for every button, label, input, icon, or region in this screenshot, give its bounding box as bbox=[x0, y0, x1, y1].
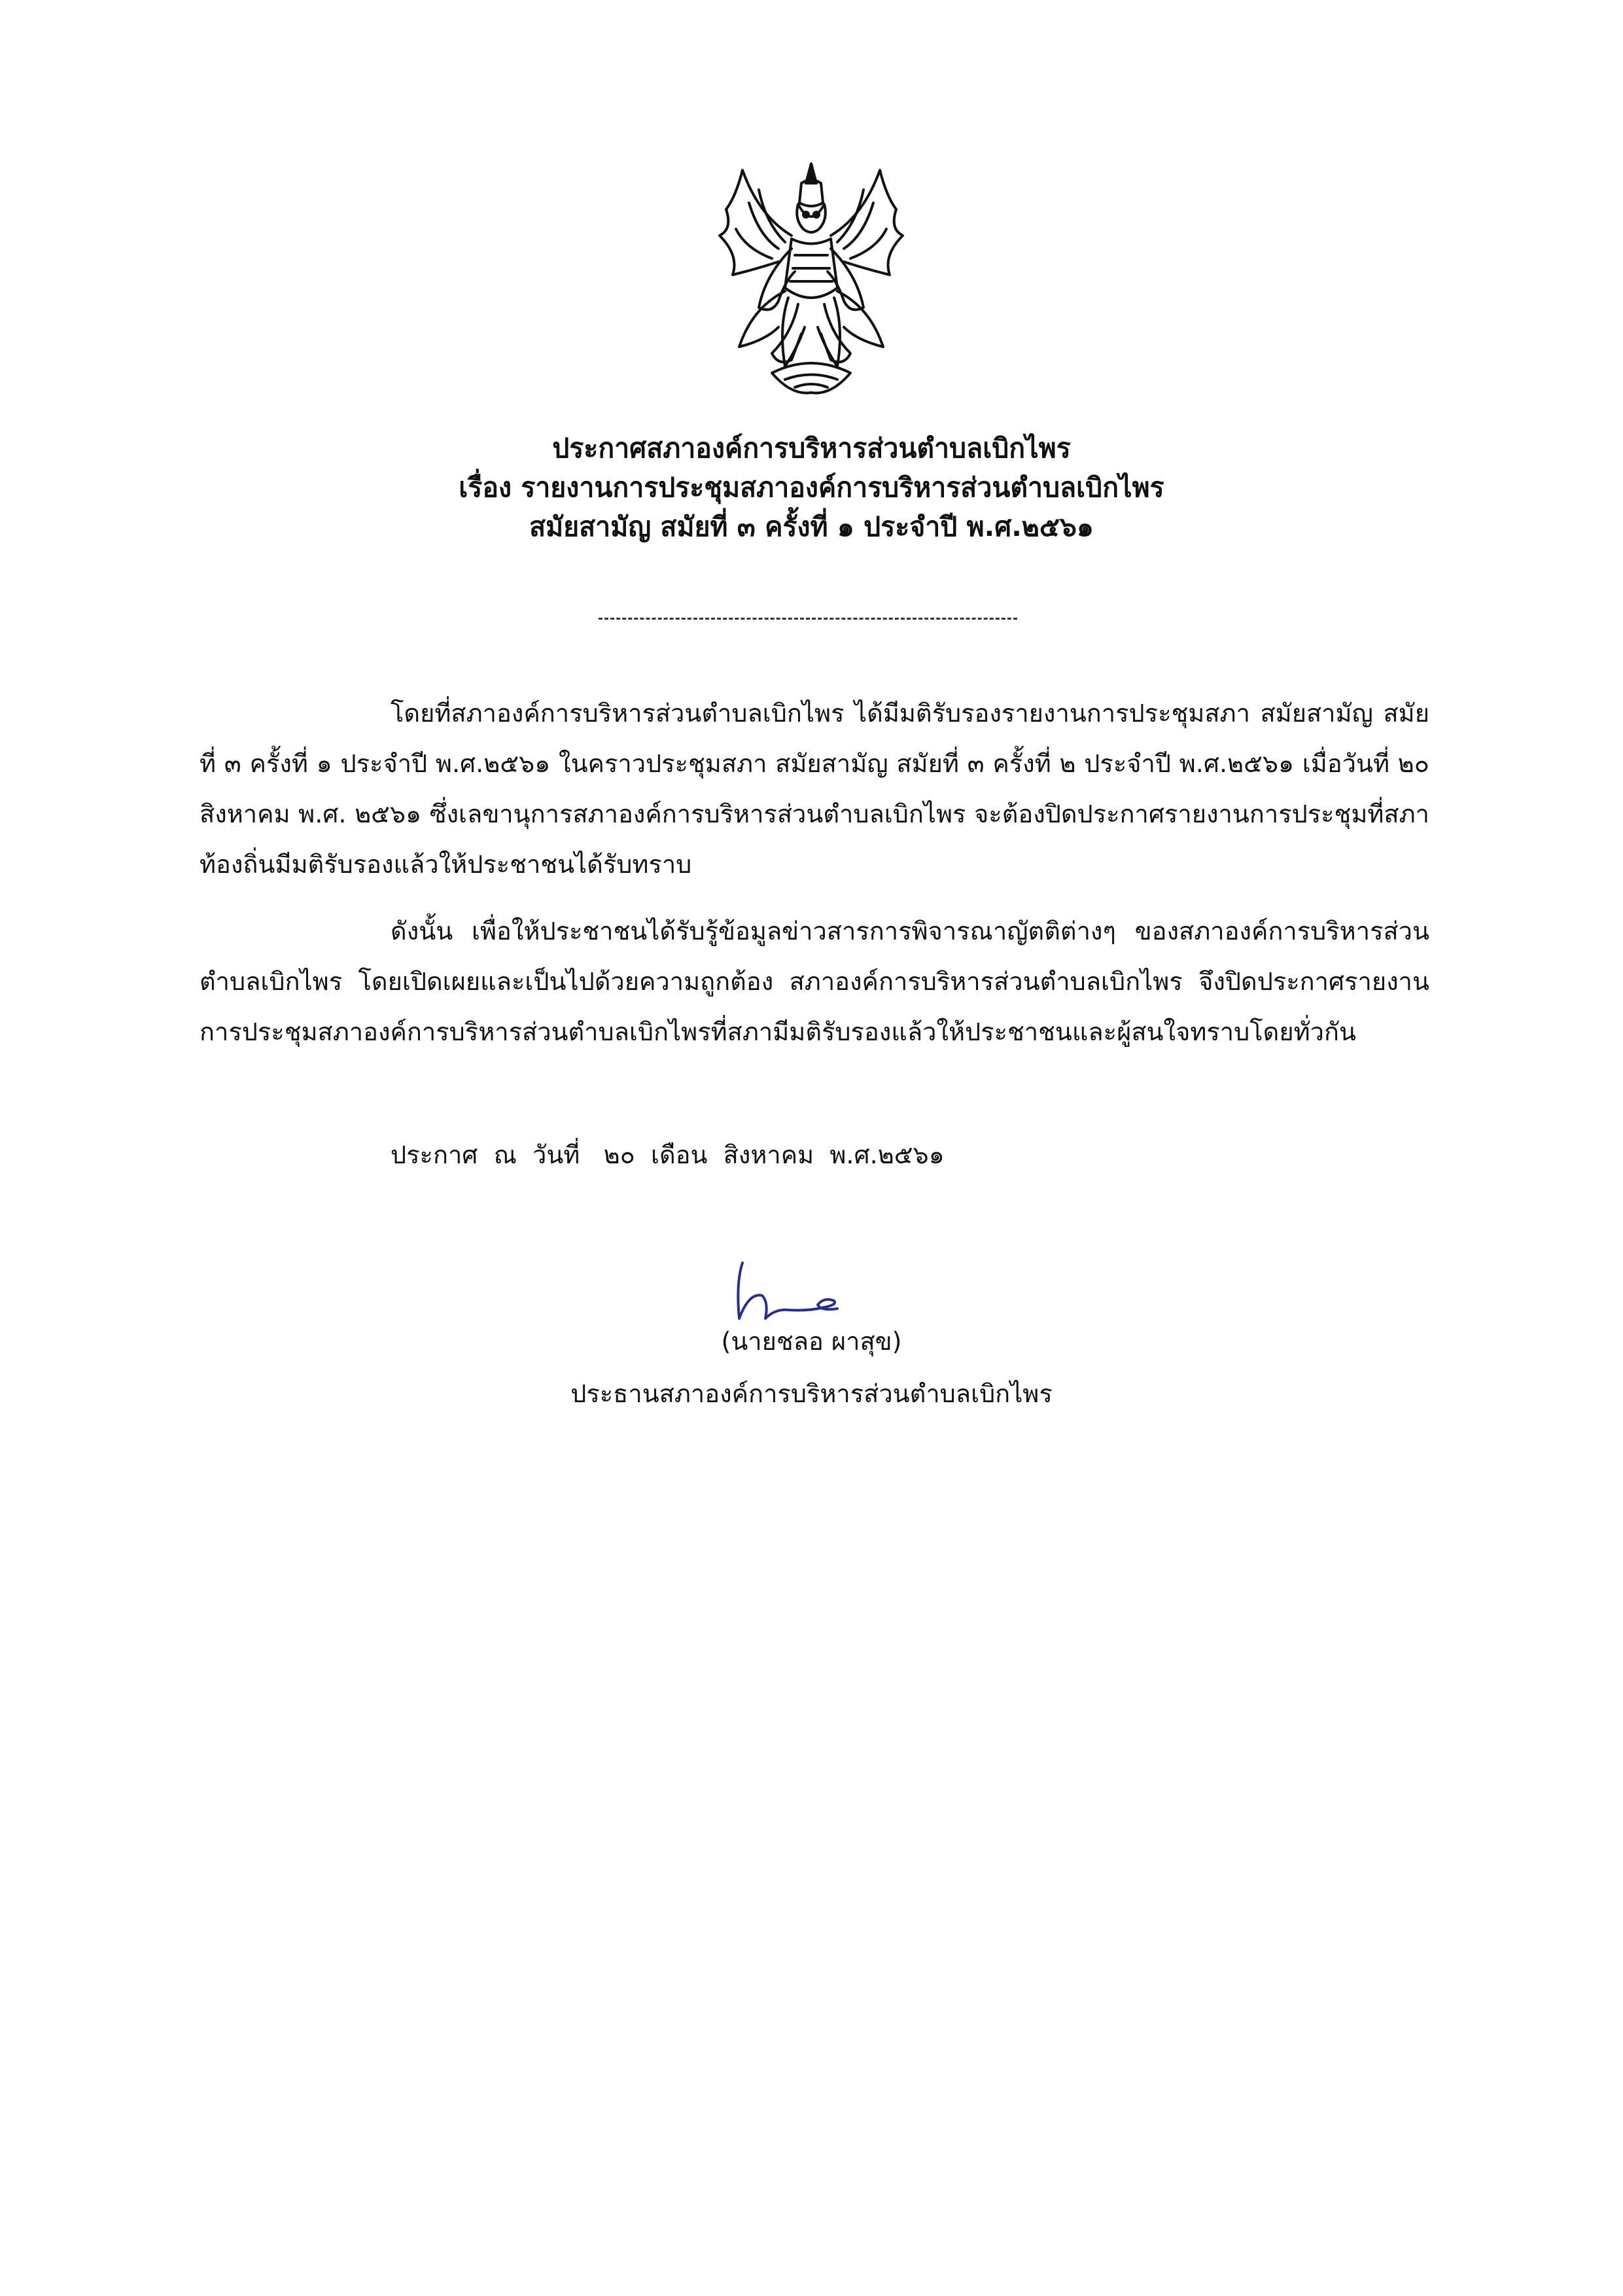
document-heading bbox=[0, 429, 1623, 546]
signer-name: (นายชลอ ผาสุข) bbox=[721, 1327, 902, 1356]
announcement-date: ประกาศ ณ วันที่ ๒๐ เดือน สิงหาคม พ.ศ.๒๕๖๑ bbox=[391, 1140, 945, 1169]
garuda-emblem-icon bbox=[680, 157, 942, 406]
heading-title: ประกาศสภาองค์การบริหารส่วนตำบลเบิกไพร bbox=[552, 433, 1071, 464]
paragraph-1-text: โดยที่สภาองค์การบริหารส่วนตำบลเบิกไพร ได้มีมติรับรองรายงานการประชุมสภา สมัยสามัญ สมัยที่ ๓ ครั้งที่ ๑ ประจำปี พ.ศ.๒๕๖๑ ในคราวประชุมสภา สมัยสามัญ สมัยที่ ๓ ครั้งที่ ๒ ประจำปี พ.ศ.๒๕๖๑ เมื่อวันที่ ๒๐ สิงหาคม พ.ศ. ๒๕๖๑ ซึ่งเลขานุการสภาองค์การบริหารส่วนตำบลเบิกไพร จะต้องปิดประกาศรายงานการประชุมที่สภาท้องถิ่นมีมติรับรองแล้วให้ประชาชนได้รับทราบ bbox=[200, 699, 1429, 879]
body-paragraph-1 bbox=[200, 688, 1429, 890]
heading-session: สมัยสามัญ สมัยที่ ๓ ครั้งที่ ๑ ประจำปี พ.ศ.๒๕๖๑ bbox=[529, 511, 1094, 542]
signer-title: ประธานสภาองค์การบริหารส่วนตำบลเบิกไพร bbox=[570, 1379, 1053, 1408]
heading-subject: เรื่อง รายงานการประชุมสภาองค์การบริหารส่วนตำบลเบิกไพร bbox=[459, 472, 1164, 503]
signature-icon bbox=[726, 1256, 857, 1328]
heading-divider bbox=[599, 618, 1017, 620]
paragraph-2-text: ดังนั้น เพื่อให้ประชาชนได้รับรู้ข้อมูลข่าวสารการพิจารณาญัตติต่างๆ ของสภาองค์การบริหารส่วนตำบลเบิกไพร โดยเปิดเผยและเป็นไปด้วยความถูกต้อง สภาองค์การบริหารส่วนตำบลเบิกไพร จึงปิดประกาศรายงานการประชุมสภาองค์การบริหารส่วนตำบลเบิกไพรที่สภามีมติรับรองแล้วให้ประชาชนและผู้สนใจทราบโดยทั่วกัน bbox=[200, 917, 1429, 1046]
body-paragraph-2 bbox=[200, 906, 1429, 1057]
